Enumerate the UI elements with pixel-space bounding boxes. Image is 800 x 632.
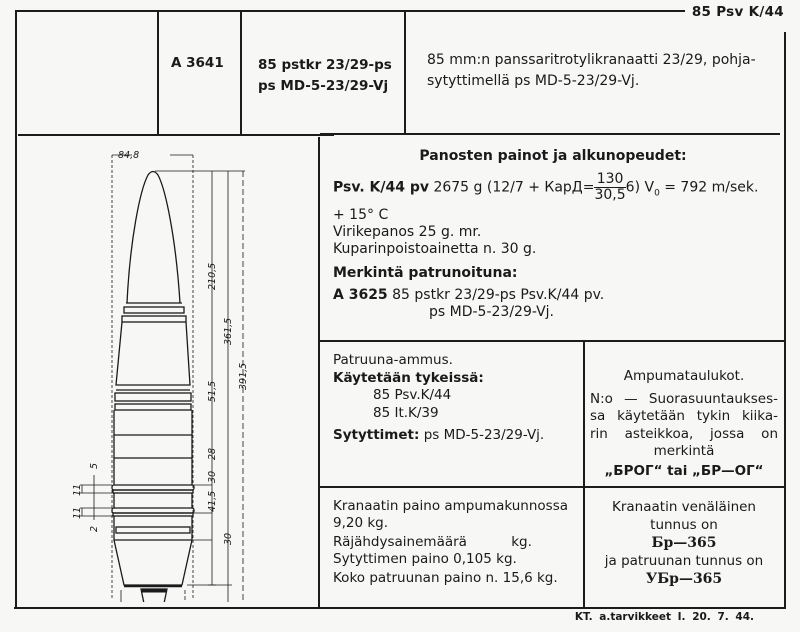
charge-line [333,172,773,203]
firing-text-3: rin asteikkoa, jossa on [590,425,778,442]
left-border [15,10,17,608]
marking-heading: Merkintä patrunoituna: [333,265,518,281]
dim-band-28: 28 [207,447,218,460]
description-line-2: sytyttimellä ps MD-5-23/29-Vj. [427,73,640,89]
gun-label: Psv. K/44 pv [333,179,429,196]
fuzes-value: ps MD-5-23/29-Vj. [423,427,545,443]
dim-band-30: 30 [207,470,218,483]
item-name-line-1: 85 pstkr 23/29-ps [258,57,392,73]
charges-heading: Panosten painot ja alkunopeudet: [419,148,687,164]
designation-section [590,498,778,588]
fuzes-label: Sytyttimet: [333,427,420,443]
description-line-1: 85 mm:n panssaritrotylikranaatti 23/29, pohja- [427,52,756,68]
gun-1: 85 Psv.K/44 [373,387,452,403]
dim-band-section: 51,5 [207,380,218,402]
firing-tables-section [590,368,778,480]
firing-tables-heading: Ampumataulukot. [623,368,745,384]
marking-text: 85 pstkr 23/29-ps Psv.K/44 pv. [392,287,605,303]
designation-line-3: ja patruunan tunnus on [604,553,764,569]
dim-band-2: 2 [89,525,100,532]
lower-divider [583,342,585,607]
charge-fraction [594,172,625,203]
cartridge-code: УБр—365 [645,571,723,587]
fuze-weight: Sytyttimen paino 0,105 kg. [333,550,517,567]
decoppering-agent: Kuparinpoistoainetta n. 30 g. [333,241,537,257]
shell-code: Бр—365 [651,535,717,551]
item-description [427,50,777,92]
charges-section [333,148,773,321]
usage-bottom-border [320,486,784,488]
rotating-band-2 [112,508,194,513]
fraction-numerator: 130 [594,172,625,188]
charge-text: 2675 g (12/7 + КарД= [433,179,595,196]
explosive-unit: kg. [511,534,532,550]
usage-section [333,352,573,445]
header-divider-3 [404,10,406,134]
header-bottom-border [18,134,334,136]
shell-weight-value: 9,20 kg. [333,514,389,531]
dim-overall-length: 391,5 [238,362,249,390]
marking-line-1 [333,287,773,304]
gun-2: 85 It.K/39 [373,404,439,421]
dim-band-11b: 11 [72,506,83,519]
ammo-type: Patruuna-ammus. [333,352,453,368]
marking-line-2: ps MD-5-23/29-Vj. [429,304,554,320]
right-border [784,32,786,608]
firing-marking-value: „БРОГ“ tai „БР—ОГ“ [604,462,764,479]
header-divider-1 [157,10,159,134]
shell-weight-label: Kranaatin paino ampumakunnossa [333,498,569,514]
temperature: + 15° C [333,207,389,223]
dim-nose-to-base: 361,5 [223,317,234,345]
firing-text-2: sa käytetään tykin kiika- [590,408,778,424]
item-code: A 3641 [171,55,224,71]
explosive-line [333,534,573,551]
v-subscript: 0 [654,188,660,199]
projectile-drawing [60,140,315,602]
explosive-label: Räjähdysainemäärä [333,534,467,550]
header-bottom-border-right [320,133,780,135]
designation-line-1: Kranaatin venäläinen [612,499,756,515]
top-border [15,10,685,12]
muzzle-velocity: = 792 m/sek. [664,179,759,196]
marking-code: A 3625 [333,287,388,303]
after-fraction: 6) V [625,179,655,196]
igniter-charge: Virikepanos 25 g. mr. [333,224,482,240]
item-name [258,55,392,97]
weights-section [333,498,573,587]
charges-bottom-border [320,340,784,342]
projectile-nose [127,172,180,304]
firing-marking-label: merkintä [653,443,715,459]
used-in-label: Käytetään tykeissä: [333,369,484,386]
designation-line-2: tunnus on [650,517,718,533]
dim-band-5: 5 [89,462,100,469]
fuzes-line [333,427,573,445]
dim-top-width: 84,8 [118,150,140,161]
bottom-border [14,607,786,609]
header-divider-2 [240,10,242,134]
firing-text-1: N:o — Suorasuuntaukses- [590,390,778,407]
drawing-divider [318,137,320,607]
item-name-line-2: ps MD-5-23/29-Vj [258,78,389,94]
rotating-band-1 [112,485,194,490]
fraction-denominator: 30,5 [594,187,626,203]
footer-reference: KT. a.tarvikkeet I. 20. 7. 44. [574,611,754,623]
dim-base-taper: 41,5 [207,490,218,512]
cartridge-weight: Koko patruunan paino n. 15,6 kg. [333,570,558,586]
dim-band-11a: 11 [72,483,83,496]
document-title-code: 85 Psv K/44 [691,4,784,20]
dim-nose-to-band: 210,5 [207,262,218,290]
dim-fuze-length: 30 [223,532,234,545]
